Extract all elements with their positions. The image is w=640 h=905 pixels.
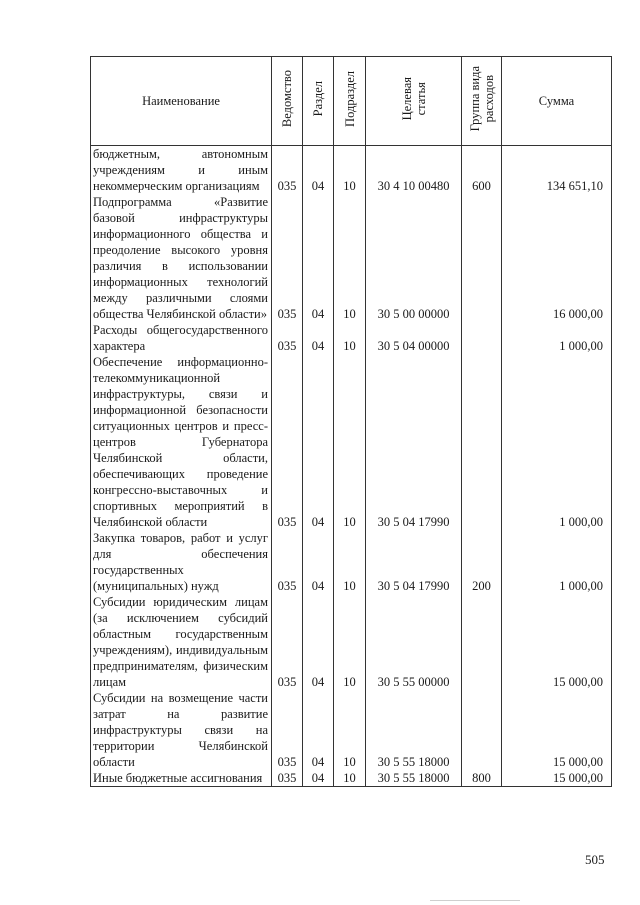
row-section: 04 <box>303 194 334 322</box>
row-expense-group <box>462 594 502 690</box>
header-name: Наименование <box>91 57 272 146</box>
row-department: 035 <box>272 146 303 195</box>
row-sum: 1 000,00 <box>502 322 612 354</box>
page-edge-mark <box>430 900 520 901</box>
table-row <box>91 354 612 530</box>
row-expense-group <box>462 354 502 530</box>
row-target-article: 30 4 10 00480 <box>366 146 462 195</box>
row-expense-group: 200 <box>462 530 502 594</box>
budget-table <box>90 56 612 787</box>
table-row <box>91 594 612 690</box>
row-target-article: 30 5 55 00000 <box>366 594 462 690</box>
row-sum: 15 000,00 <box>502 690 612 770</box>
table-row <box>91 194 612 322</box>
row-subsection: 10 <box>334 690 366 770</box>
table-row <box>91 770 612 787</box>
row-sum: 15 000,00 <box>502 594 612 690</box>
row-target-article: 30 5 00 00000 <box>366 194 462 322</box>
row-expense-group <box>462 690 502 770</box>
row-name: Иные бюджетные ассигнования <box>91 770 272 787</box>
row-department: 035 <box>272 194 303 322</box>
row-department: 035 <box>272 594 303 690</box>
table-header-row <box>91 57 612 146</box>
row-section: 04 <box>303 594 334 690</box>
page-number: 505 <box>585 852 605 867</box>
row-department: 035 <box>272 354 303 530</box>
row-department: 035 <box>272 690 303 770</box>
row-section: 04 <box>303 530 334 594</box>
table-row <box>91 146 612 195</box>
row-department: 035 <box>272 322 303 354</box>
row-section: 04 <box>303 690 334 770</box>
row-subsection: 10 <box>334 354 366 530</box>
row-expense-group: 800 <box>462 770 502 787</box>
row-name: Расходы общегосударственного характера <box>91 322 272 354</box>
row-subsection: 10 <box>334 146 366 195</box>
table-row <box>91 690 612 770</box>
row-expense-group <box>462 322 502 354</box>
row-section: 04 <box>303 354 334 530</box>
row-subsection: 10 <box>334 530 366 594</box>
row-section: 04 <box>303 322 334 354</box>
header-sum: Сумма <box>502 57 612 146</box>
row-subsection: 10 <box>334 322 366 354</box>
row-sum: 1 000,00 <box>502 530 612 594</box>
header-target-article: Целевая статья <box>366 57 462 146</box>
row-target-article: 30 5 55 18000 <box>366 690 462 770</box>
row-target-article: 30 5 04 17990 <box>366 354 462 530</box>
row-sum: 1 000,00 <box>502 354 612 530</box>
row-name: Субсидии на возмещение части затрат на развитие инфраструктуры связи на территории Челябинской области <box>91 690 272 770</box>
row-subsection: 10 <box>334 770 366 787</box>
header-expense-group: Группа вида расходов <box>462 57 502 146</box>
header-subsection: Подраздел <box>334 57 366 146</box>
row-name: Закупка товаров, работ и услуг для обеспечения государственных (муниципальных) нужд <box>91 530 272 594</box>
row-sum: 16 000,00 <box>502 194 612 322</box>
row-target-article: 30 5 55 18000 <box>366 770 462 787</box>
row-name: бюджетным, автономным учреждениям и иным некоммерческим организациям <box>91 146 272 195</box>
header-department: Ведомство <box>272 57 303 146</box>
row-expense-group: 600 <box>462 146 502 195</box>
row-target-article: 30 5 04 00000 <box>366 322 462 354</box>
row-department: 035 <box>272 530 303 594</box>
table-row <box>91 322 612 354</box>
row-section: 04 <box>303 146 334 195</box>
row-subsection: 10 <box>334 194 366 322</box>
row-name: Подпрограмма «Развитие базовой инфраструктуры информационного общества и преодоление высокого уровня различия в использовании информационных технологий между различными слоями общества Челябинской области» <box>91 194 272 322</box>
row-name: Обеспечение информационно-телекоммуникационной инфраструктуры, связи и информационной безопасности ситуационных центров и пресс-центров Губернатора Челябинской области, обеспечивающих проведение конгрессно-выставочных и спортивных мероприятий в Челябинской области <box>91 354 272 530</box>
row-section: 04 <box>303 770 334 787</box>
row-target-article: 30 5 04 17990 <box>366 530 462 594</box>
header-section: Раздел <box>303 57 334 146</box>
row-sum: 15 000,00 <box>502 770 612 787</box>
row-department: 035 <box>272 770 303 787</box>
row-sum: 134 651,10 <box>502 146 612 195</box>
table-row <box>91 530 612 594</box>
row-name: Субсидии юридическим лицам (за исключением субсидий областным государственным учреждениям), индивидуальным предпринимателям, физическим лицам <box>91 594 272 690</box>
row-subsection: 10 <box>334 594 366 690</box>
row-expense-group <box>462 194 502 322</box>
